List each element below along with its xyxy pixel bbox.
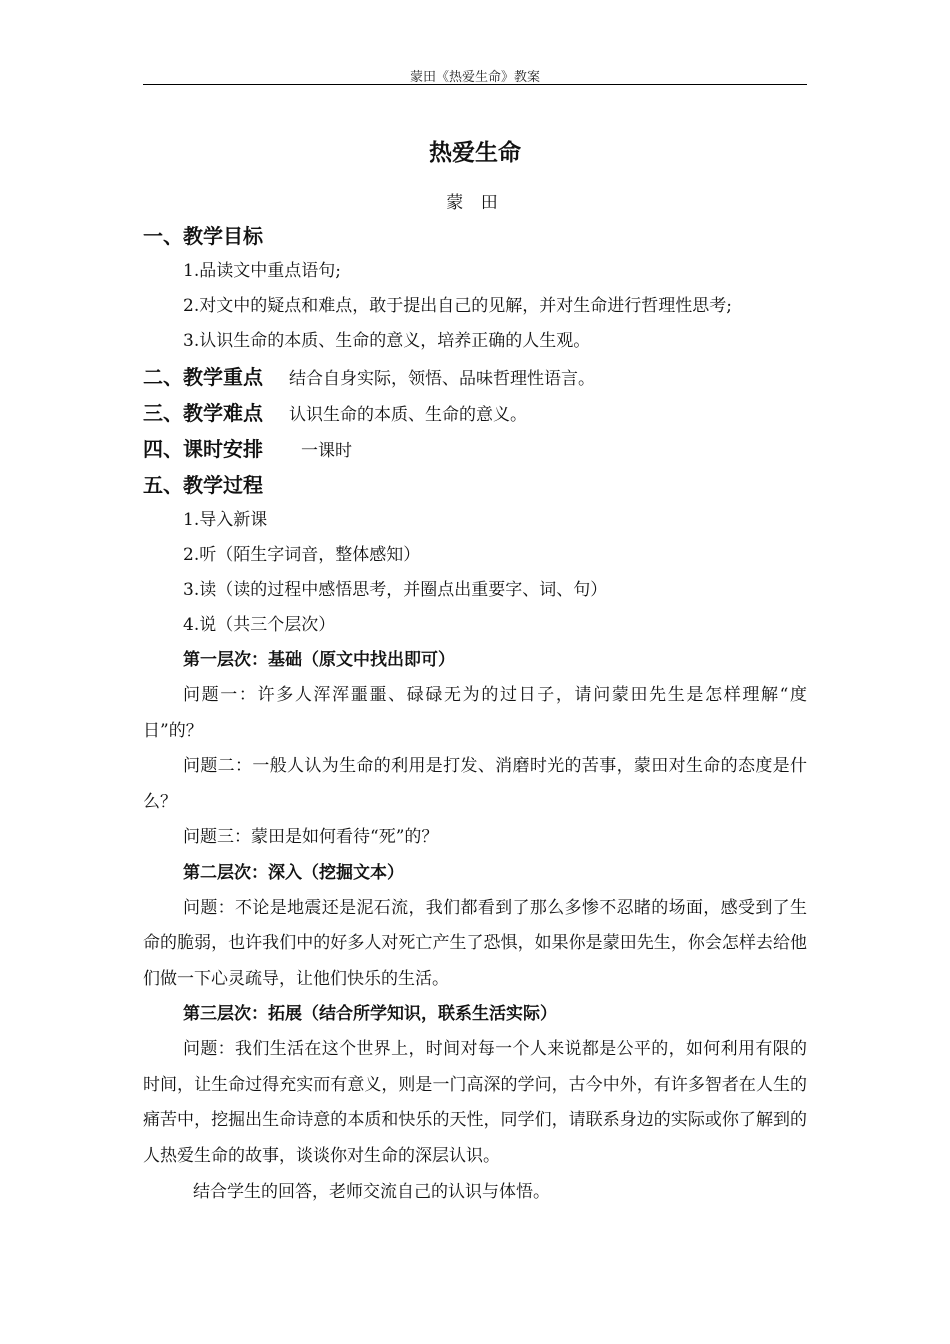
difficulty-text: 认识生命的本质、生命的意义。 xyxy=(289,405,527,425)
schedule-text: 一课时 xyxy=(301,441,352,461)
process-step: 1.导入新课 xyxy=(183,510,268,530)
section-heading-focus: 二、教学重点 xyxy=(143,365,263,389)
document-title: 热爱生命 xyxy=(429,140,521,166)
closing-note: 结合学生的回答，老师交流自己的认识与体悟。 xyxy=(193,1182,550,1202)
goal-item: 2.对文中的疑点和难点，敢于提出自己的见解，并对生命进行哲理性思考; xyxy=(183,296,732,316)
process-step: 4.说（共三个层次） xyxy=(183,615,336,635)
section-heading-process: 五、教学过程 xyxy=(143,473,263,497)
level1-question-3: 问题三：蒙田是如何看待“死”的？ xyxy=(183,827,439,847)
focus-text: 结合自身实际，领悟、品味哲理性语言。 xyxy=(289,369,595,389)
header-divider xyxy=(143,84,807,85)
level1-question-2: 问题二：一般人认为生命的利用是打发、消磨时光的苦事，蒙田对生命的态度是什么？ xyxy=(143,756,807,812)
page-header: 蒙田《热爱生命》教案 xyxy=(409,70,540,85)
document-body xyxy=(143,218,807,1210)
section-heading-goals: 一、教学目标 xyxy=(143,224,263,248)
section-focus xyxy=(143,359,807,395)
level2-title: 第二层次：深入（挖掘文本） xyxy=(183,862,404,883)
level3-title: 第三层次：拓展（结合所学知识，联系生活实际） xyxy=(183,1004,557,1024)
level1-question-1: 问题一：许多人浑浑噩噩、碌碌无为的过日子，请问蒙田先生是怎样理解“度日”的？ xyxy=(143,685,807,741)
section-difficulty xyxy=(143,395,807,431)
goal-item: 3.认识生命的本质、生命的意义，培养正确的人生观。 xyxy=(183,331,591,351)
process-step: 3.读（读的过程中感悟思考，并圈点出重要字、词、句） xyxy=(183,580,608,600)
section-schedule xyxy=(143,431,807,467)
process-step: 2.听（陌生字词音，整体感知） xyxy=(183,545,421,565)
author-name: 蒙 田 xyxy=(446,193,504,213)
section-heading-schedule: 四、课时安排 xyxy=(143,437,263,461)
goal-item: 1.品读文中重点语句; xyxy=(183,261,341,281)
section-heading-difficulty: 三、教学难点 xyxy=(143,401,263,425)
level3-question: 问题：我们生活在这个世界上，时间对每一个人来说都是公平的，如何利用有限的时间，让生命过得充实而有意义，则是一门高深的学问，古今中外，有许多智者在人生的痛苦中，挖掘出生命诗意的本质和快乐的天性，同学们，请联系身边的实际或你了解到的人热爱生命的故事，谈谈你对生命的深层认识。 xyxy=(143,1039,807,1166)
level1-title: 第一层次：基础（原文中找出即可） xyxy=(183,650,455,670)
level2-question: 问题：不论是地震还是泥石流，我们都看到了那么多惨不忍睹的场面，感受到了生命的脆弱，也许我们中的好多人对死亡产生了恐惧，如果你是蒙田先生，你会怎样去给他们做一下心灵疏导，让他们快乐的生活。 xyxy=(143,897,807,989)
